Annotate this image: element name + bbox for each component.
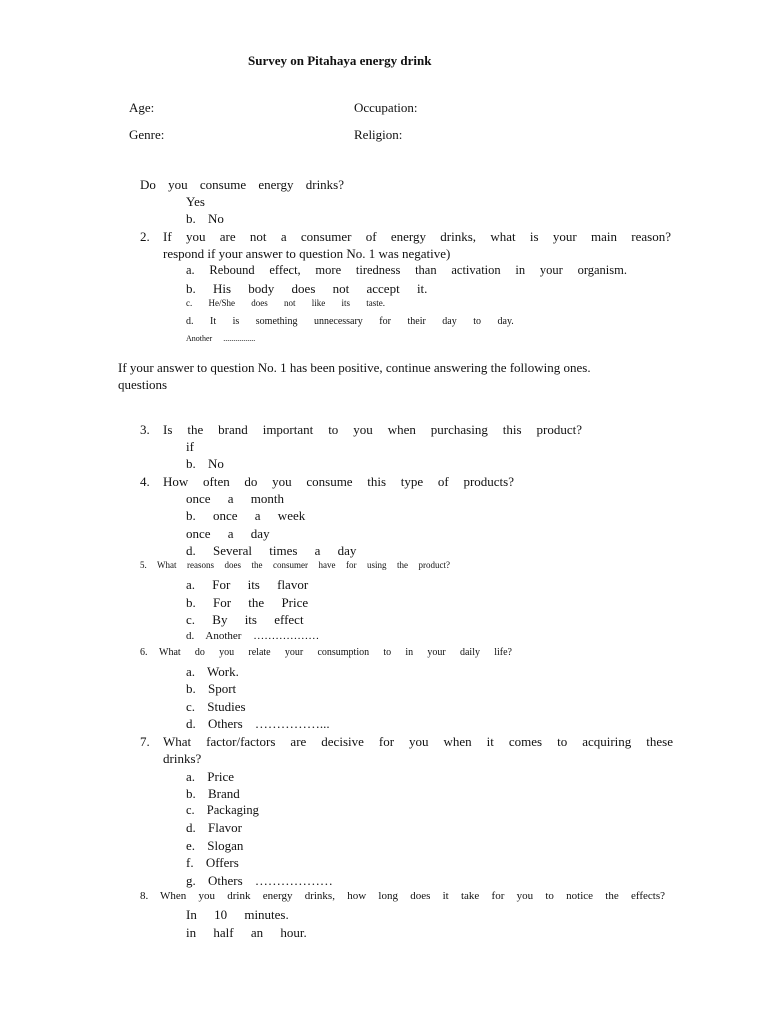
q2-option-another: Another ................: [186, 334, 256, 343]
q4-number: 4.: [140, 474, 150, 489]
q6-number: 6.: [140, 647, 148, 658]
instruction-line1: If your answer to question No. 1 has been positive, continue answering the following ones.: [118, 360, 591, 375]
q6-question: What do you relate your consumption to in your daily life?: [159, 647, 512, 658]
q7-option-c: c. Packaging: [186, 803, 259, 817]
q2-question-line1: If you are not a consumer of energy drinks, what is your main reason?: [163, 229, 671, 244]
q5-option-c: c. By its effect: [186, 612, 304, 627]
religion-label: Religion:: [354, 127, 403, 142]
q2-question-line2: respond if your answer to question No. 1 was negative): [163, 246, 451, 261]
q5-option-d: d. Another ………………: [186, 630, 320, 642]
q7-number: 7.: [140, 734, 150, 749]
q7-option-b: b. Brand: [186, 786, 240, 801]
q7-option-e: e. Slogan: [186, 838, 244, 853]
genre-label: Genre:: [129, 127, 165, 142]
q2-option-a: a. Rebound effect, more tiredness than activation in your organism.: [186, 263, 627, 277]
q7-option-g: g. Others ………………: [186, 873, 333, 888]
q5-option-a: a. For its flavor: [186, 577, 309, 592]
q3-option-if: if: [186, 439, 194, 454]
q8-option-a: In 10 minutes.: [186, 907, 289, 922]
q6-option-a: a. Work.: [186, 664, 239, 679]
q6-option-d: d. Others ……………...: [186, 716, 330, 731]
q4-option-c: once a day: [186, 526, 270, 541]
q2-number: 2.: [140, 229, 150, 244]
q3-question: Is the brand important to you when purchasing this product?: [163, 422, 582, 437]
q5-number: 5.: [140, 560, 147, 570]
q5-option-b: b. For the Price: [186, 595, 309, 610]
q1-option-yes: Yes: [186, 194, 205, 209]
q3-number: 3.: [140, 422, 150, 437]
q1-question: Do you consume energy drinks?: [140, 177, 345, 192]
q6-option-c: c. Studies: [186, 699, 246, 714]
occupation-label: Occupation:: [354, 100, 418, 115]
q8-number: 8.: [140, 890, 149, 902]
q4-question: How often do you consume this type of products?: [163, 474, 514, 489]
q7-option-d: d. Flavor: [186, 820, 242, 835]
q7-question-line2: drinks?: [163, 751, 202, 766]
instruction-line2: questions: [118, 377, 168, 392]
q4-option-b: b. once a week: [186, 508, 306, 523]
q7-question-line1: What factor/factors are decisive for you when it comes to acquiring these: [163, 734, 673, 749]
page-title: Survey on Pitahaya energy drink: [248, 53, 432, 68]
q2-option-d: d. It is something unnecessary for their day to day.: [186, 316, 514, 327]
q4-option-d: d. Several times a day: [186, 543, 357, 558]
q2-option-b: b. His body does not accept it.: [186, 281, 428, 296]
q1-option-no: b. No: [186, 211, 224, 226]
q8-question: When you drink energy drinks, how long does it take for you to notice the effects?: [160, 890, 665, 902]
q3-option-no: b. No: [186, 456, 224, 471]
q2-option-c: c. He/She does not like its taste.: [186, 298, 385, 308]
q8-option-b: in half an hour.: [186, 925, 307, 940]
q5-question: What reasons does the consumer have for using the product?: [157, 560, 450, 570]
q7-option-f: f. Offers: [186, 855, 239, 870]
age-label: Age:: [129, 100, 155, 115]
q7-option-a: a. Price: [186, 769, 234, 784]
q4-option-a: once a month: [186, 491, 285, 506]
q6-option-b: b. Sport: [186, 681, 237, 696]
